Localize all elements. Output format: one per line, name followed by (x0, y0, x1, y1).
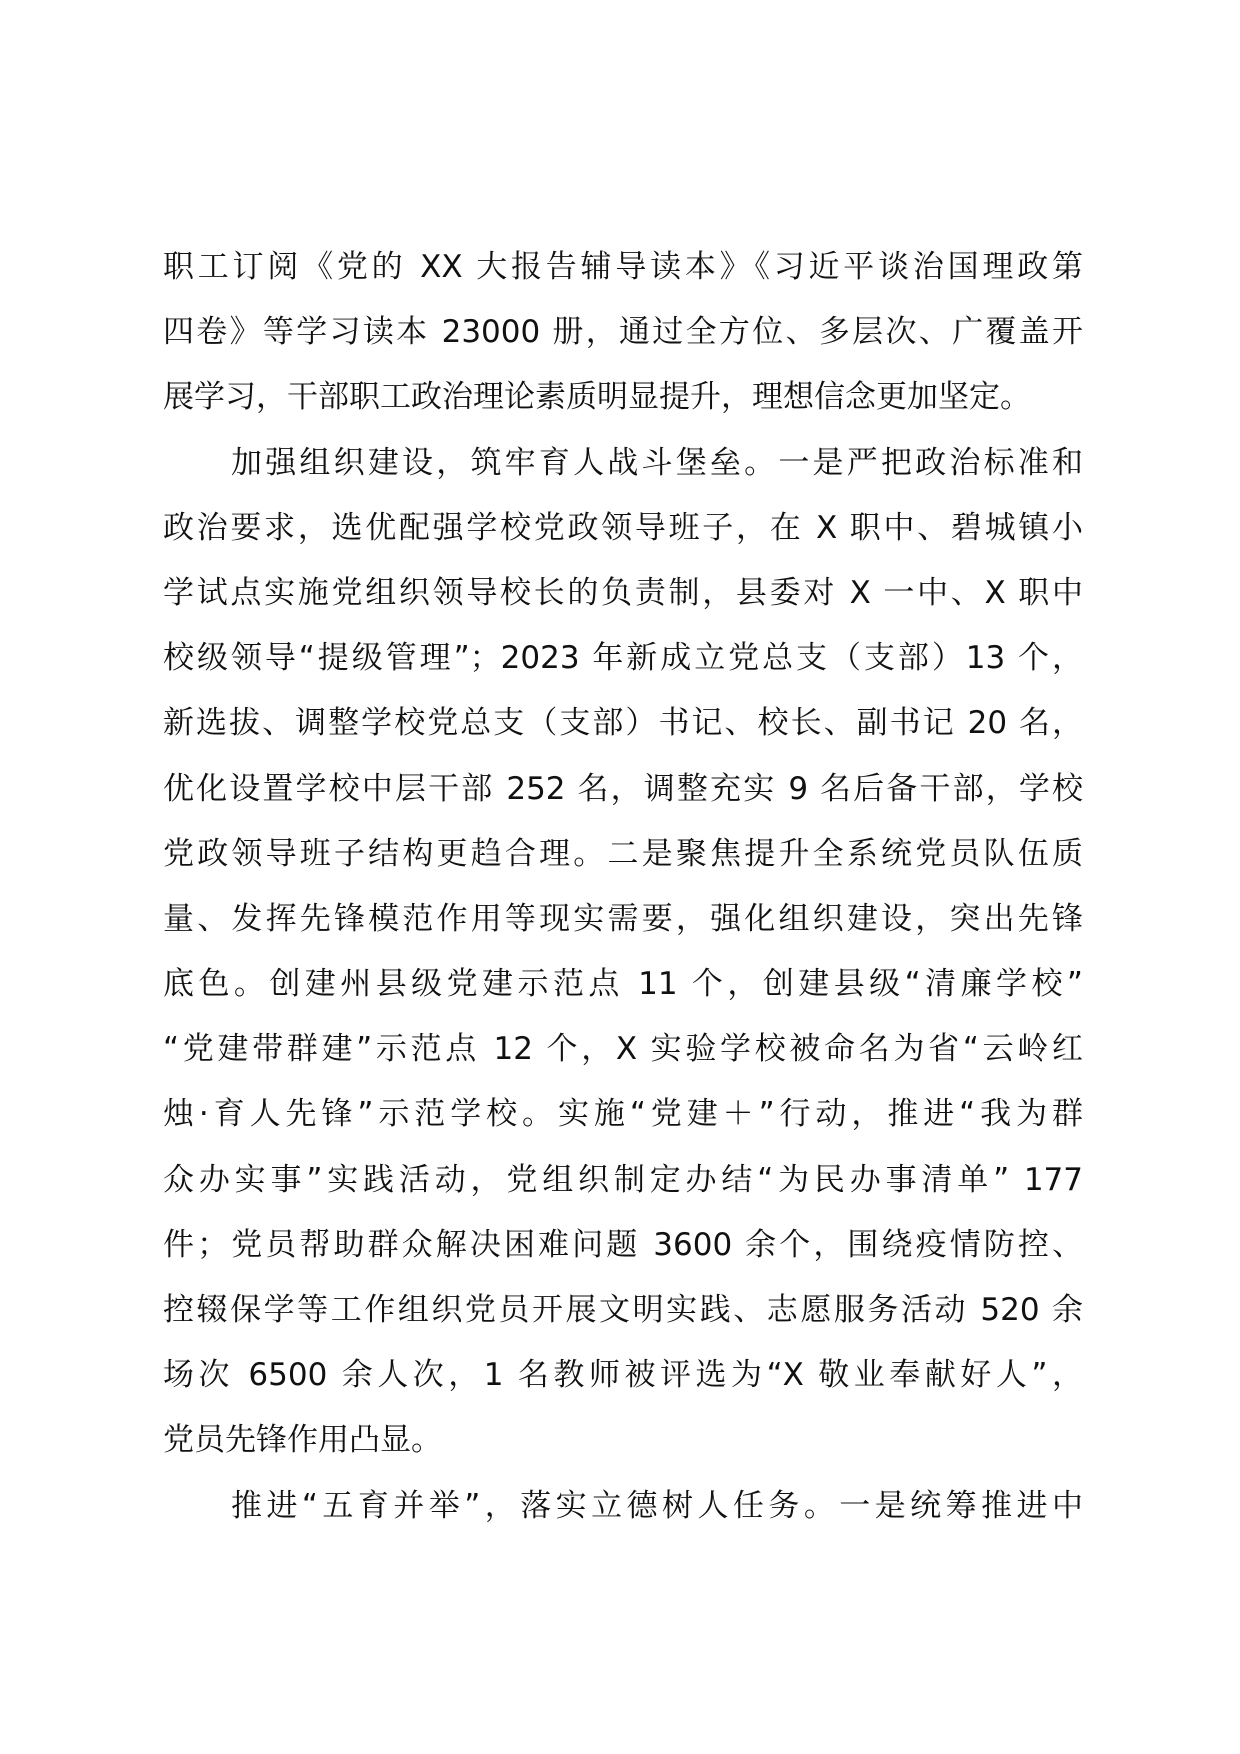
text-line: 职工订阅《党的 XX 大报告辅导读本》《习近平谈治国理政第 (163, 249, 1083, 285)
text-line: 新选拔、调整学校党总支（支部）书记、校长、副书记 20 名， (163, 705, 1083, 742)
text-line: “党建带群建”示范点 12 个，X 实验学校被命名为省“云岭红 (163, 1031, 1083, 1068)
text-line: 底色。创建州县级党建示范点 11 个，创建县级“清廉学校” (163, 966, 1083, 1003)
text-line: 件；党员帮助群众解决困难问题 3600 余个，围绕疫情防控、 (163, 1226, 1083, 1263)
text-line: 烛·育人先锋”示范学校。实施“党建＋”行动，推进“我为群 (163, 1096, 1083, 1133)
paragraph-heading-line: 加强组织建设，筑牢育人战斗堡垒。一是严把政治标准和 (231, 444, 1083, 481)
text-line: 量、发挥先锋模范作用等现实需要，强化组织建设，突出先锋 (163, 900, 1083, 937)
text-line: 党员先锋作用凸显。 (163, 1422, 442, 1459)
paragraph-heading-line: 推进“五育并举”，落实立德树人任务。一是统筹推进中 (231, 1487, 1083, 1524)
document-body (163, 235, 1083, 1539)
text-line: 众办实事”实践活动，党组织制定办结“为民办事清单” 177 (163, 1161, 1083, 1198)
text-line: 政治要求，选优配强学校党政领导班子，在 X 职中、碧城镇小 (163, 509, 1083, 546)
text-line: 校级领导“提级管理”；2023 年新成立党总支（支部）13 个， (163, 640, 1083, 677)
text-line: 控辍保学等工作组织党员开展文明实践、志愿服务活动 520 余 (163, 1292, 1083, 1328)
text-line: 党政领导班子结构更趋合理。二是聚焦提升全系统党员队伍质 (163, 835, 1083, 872)
text-line: 学试点实施党组织领导校长的负责制，县委对 X 一中、X 职中 (163, 574, 1083, 611)
text-line: 四卷》等学习读本 23000 册，通过全方位、多层次、广覆盖开 (163, 314, 1083, 351)
text-line: 场次 6500 余人次，1 名教师被评选为“X 敬业奉献好人”， (163, 1357, 1083, 1394)
text-line: 优化设置学校中层干部 252 名，调整充实 9 名后备干部，学校 (163, 770, 1083, 807)
text-line: 展学习，干部职工政治理论素质明显提升，理想信念更加坚定。 (163, 379, 1031, 416)
